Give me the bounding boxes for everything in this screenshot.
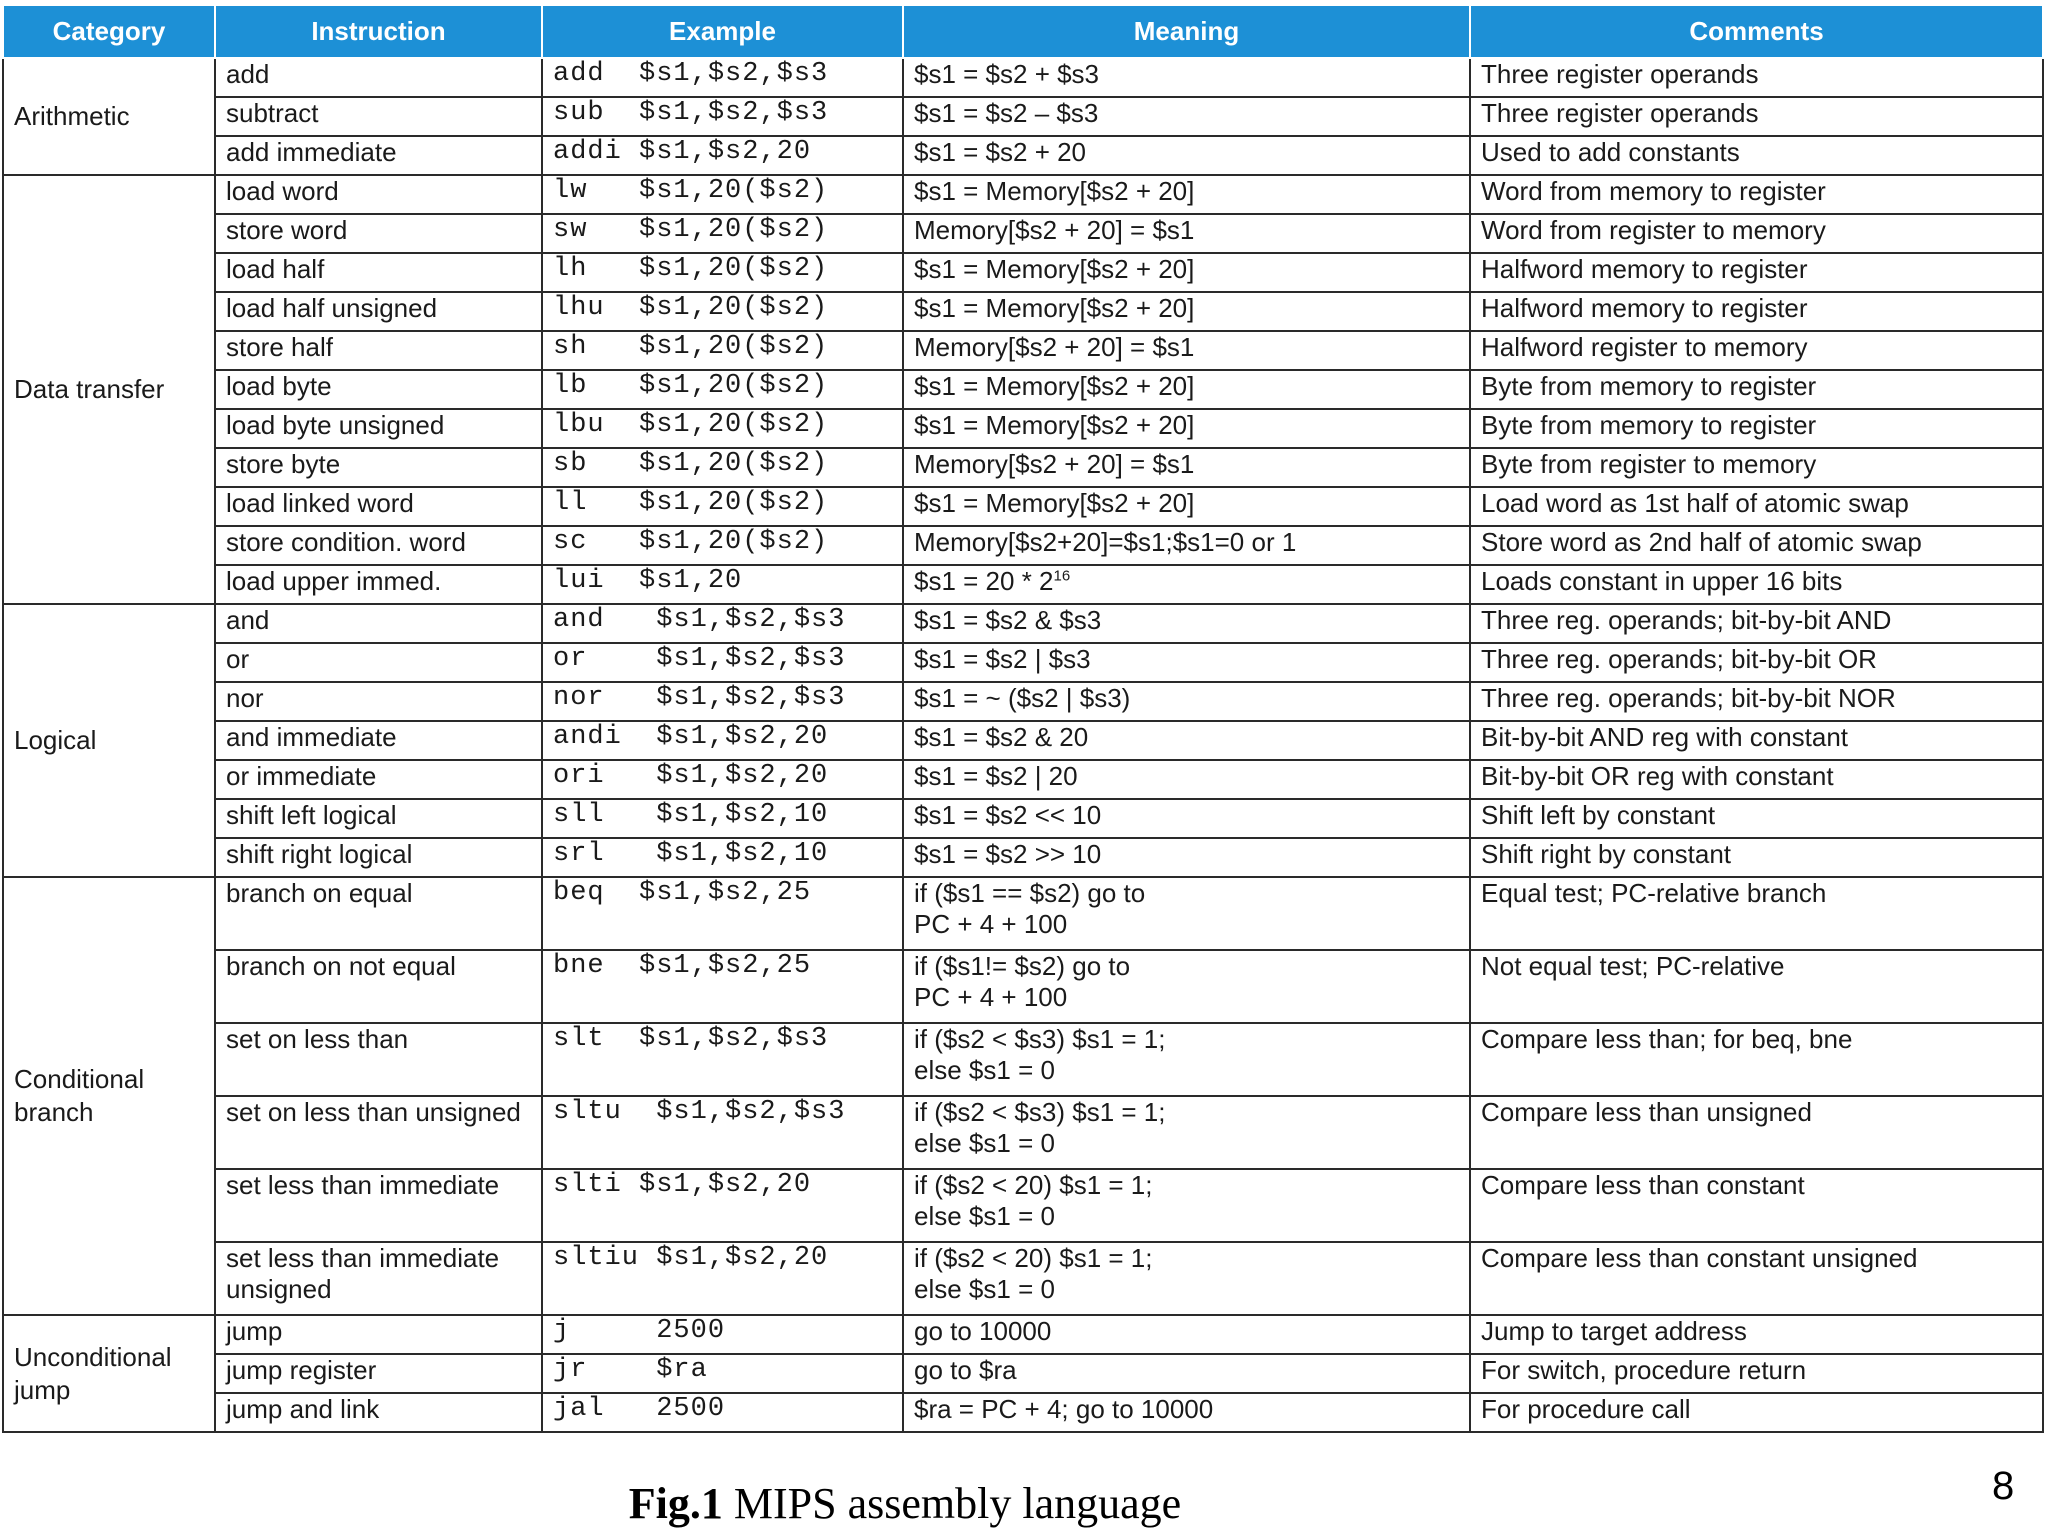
- instruction-text: load upper immed.: [226, 566, 442, 596]
- example-text: sub $s1,$s2,$s3: [553, 98, 829, 128]
- comment-text: Load word as 1st half of atomic swap: [1481, 488, 1909, 518]
- instruction-text: shift left logical: [226, 800, 397, 830]
- table-row: [3, 487, 2043, 526]
- table-row: [3, 253, 2043, 292]
- instruction-text: or: [226, 644, 250, 674]
- instruction-cell: [215, 526, 542, 565]
- comment-text: Three register operands: [1481, 59, 1759, 89]
- instruction-text: store word: [226, 215, 348, 245]
- instruction-cell: [215, 799, 542, 838]
- table-row: [3, 682, 2043, 721]
- example-text: sh $s1,20($s2): [553, 332, 829, 362]
- meaning-cell: [903, 292, 1470, 331]
- comment-cell: [1470, 136, 2043, 175]
- instruction-text: set less than immediate: [226, 1170, 500, 1200]
- example-cell: [542, 877, 903, 950]
- example-cell: [542, 1242, 903, 1315]
- example-cell: [542, 682, 903, 721]
- meaning-cell: [903, 175, 1470, 214]
- figure-caption: [0, 1478, 1810, 1529]
- instruction-text: set on less than unsigned: [226, 1097, 521, 1127]
- meaning-cell: [903, 136, 1470, 175]
- instruction-text: store condition. word: [226, 527, 466, 557]
- table-row: [3, 214, 2043, 253]
- example-cell: [542, 292, 903, 331]
- instruction-text: branch on not equal: [226, 951, 456, 981]
- instruction-text: add immediate: [226, 137, 397, 167]
- comment-cell: [1470, 799, 2043, 838]
- example-cell: [542, 1315, 903, 1354]
- example-cell: [542, 526, 903, 565]
- comment-cell: [1470, 1096, 2043, 1169]
- meaning-cell: [903, 877, 1470, 950]
- meaning-text: $s1 = $s2 | 20: [914, 761, 1078, 791]
- meaning-text: Memory[$s2+20]=$s1;$s1=0 or 1: [914, 527, 1297, 557]
- meaning-text: if ($s2 < 20) $s1 = 1; else $s1 = 0: [914, 1243, 1153, 1304]
- table-row: [3, 643, 2043, 682]
- example-cell: [542, 487, 903, 526]
- instruction-cell: [215, 487, 542, 526]
- table-row: [3, 721, 2043, 760]
- meaning-cell: [903, 97, 1470, 136]
- example-cell: [542, 604, 903, 643]
- table-row: [3, 526, 2043, 565]
- comment-text: Three register operands: [1481, 98, 1759, 128]
- example-text: lui $s1,20: [553, 566, 743, 596]
- category-cell: Logical: [3, 604, 215, 877]
- meaning-text: Memory[$s2 + 20] = $s1: [914, 332, 1195, 362]
- example-text: ll $s1,20($s2): [553, 488, 829, 518]
- comment-cell: [1470, 950, 2043, 1023]
- instruction-cell: [215, 1315, 542, 1354]
- example-text: ori $s1,$s2,20: [553, 761, 829, 791]
- example-text: andi $s1,$s2,20: [553, 722, 829, 752]
- example-text: slti $s1,$s2,20: [553, 1170, 812, 1200]
- instruction-cell: [215, 604, 542, 643]
- meaning-text: $s1 = $s2 << 10: [914, 800, 1102, 830]
- instruction-cell: [215, 1096, 542, 1169]
- table-row: [3, 97, 2043, 136]
- example-cell: [542, 331, 903, 370]
- comment-cell: [1470, 877, 2043, 950]
- instruction-text: nor: [226, 683, 264, 713]
- table-row: [3, 1354, 2043, 1393]
- header-meaning: Meaning: [903, 5, 1470, 58]
- comment-text: Compare less than constant: [1481, 1170, 1805, 1200]
- category-cell: Data transfer: [3, 175, 215, 604]
- instruction-text: shift right logical: [226, 839, 413, 869]
- instruction-cell: [215, 1169, 542, 1242]
- instruction-cell: [215, 214, 542, 253]
- instruction-text: load byte: [226, 371, 332, 401]
- meaning-cell: [903, 682, 1470, 721]
- example-cell: [542, 1169, 903, 1242]
- example-text: lhu $s1,20($s2): [553, 293, 829, 323]
- example-cell: [542, 1354, 903, 1393]
- table-row: [3, 877, 2043, 950]
- header-instruction: Instruction: [215, 5, 542, 58]
- instruction-text: and immediate: [226, 722, 397, 752]
- meaning-text: $s1 = Memory[$s2 + 20]: [914, 488, 1195, 518]
- meaning-cell: [903, 331, 1470, 370]
- instruction-text: load half: [226, 254, 325, 284]
- table-row: [3, 1096, 2043, 1169]
- table-body: [3, 58, 2043, 1432]
- table-row: [3, 604, 2043, 643]
- example-text: jal 2500: [553, 1394, 726, 1424]
- example-cell: [542, 58, 903, 97]
- comment-cell: [1470, 721, 2043, 760]
- meaning-text: $s1 = ~ ($s2 | $s3): [914, 683, 1131, 713]
- example-text: lw $s1,20($s2): [553, 176, 829, 206]
- instruction-cell: [215, 877, 542, 950]
- instruction-cell: [215, 721, 542, 760]
- instruction-cell: [215, 97, 542, 136]
- example-text: bne $s1,$s2,25: [553, 951, 812, 981]
- instruction-cell: [215, 331, 542, 370]
- header-comments: Comments: [1470, 5, 2043, 58]
- example-text: lh $s1,20($s2): [553, 254, 829, 284]
- instruction-cell: [215, 58, 542, 97]
- instruction-cell: [215, 448, 542, 487]
- instruction-cell: [215, 292, 542, 331]
- comment-text: Equal test; PC-relative branch: [1481, 878, 1827, 908]
- comment-cell: [1470, 838, 2043, 877]
- meaning-cell: [903, 760, 1470, 799]
- meaning-text: Memory[$s2 + 20] = $s1: [914, 449, 1195, 479]
- comment-text: Halfword memory to register: [1481, 254, 1808, 284]
- meaning-text: if ($s1!= $s2) go to PC + 4 + 100: [914, 951, 1131, 1012]
- instruction-text: store byte: [226, 449, 341, 479]
- meaning-cell: [903, 565, 1470, 604]
- meaning-text: if ($s2 < $s3) $s1 = 1; else $s1 = 0: [914, 1097, 1166, 1158]
- example-cell: [542, 760, 903, 799]
- meaning-text: go to $ra: [914, 1355, 1017, 1385]
- comment-cell: [1470, 370, 2043, 409]
- table-row: [3, 1315, 2043, 1354]
- instruction-cell: [215, 253, 542, 292]
- comment-cell: [1470, 58, 2043, 97]
- meaning-cell: [903, 214, 1470, 253]
- example-cell: [542, 97, 903, 136]
- meaning-cell: [903, 253, 1470, 292]
- comment-cell: [1470, 292, 2043, 331]
- comment-cell: [1470, 604, 2043, 643]
- comment-cell: [1470, 175, 2043, 214]
- meaning-cell: [903, 838, 1470, 877]
- comment-text: Not equal test; PC-relative: [1481, 951, 1785, 981]
- comment-text: Used to add constants: [1481, 137, 1740, 167]
- meaning-cell: [903, 721, 1470, 760]
- comment-text: Compare less than unsigned: [1481, 1097, 1812, 1127]
- table-row: [3, 331, 2043, 370]
- meaning-cell: [903, 409, 1470, 448]
- example-cell: [542, 1096, 903, 1169]
- comment-cell: [1470, 526, 2043, 565]
- example-cell: [542, 721, 903, 760]
- caption-label: Fig.1: [628, 1479, 723, 1528]
- instruction-text: and: [226, 605, 270, 635]
- header-example: Example: [542, 5, 903, 58]
- table-row: [3, 760, 2043, 799]
- meaning-text: $s1 = $s2 – $s3: [914, 98, 1099, 128]
- example-cell: [542, 370, 903, 409]
- example-cell: [542, 565, 903, 604]
- meaning-text: if ($s1 == $s2) go to PC + 4 + 100: [914, 878, 1146, 939]
- comment-text: Three reg. operands; bit-by-bit OR: [1481, 644, 1877, 674]
- example-cell: [542, 214, 903, 253]
- meaning-text: if ($s2 < $s3) $s1 = 1; else $s1 = 0: [914, 1024, 1166, 1085]
- header-category: Category: [3, 5, 215, 58]
- table-row: [3, 58, 2043, 97]
- instruction-cell: [215, 950, 542, 1023]
- example-text: sc $s1,20($s2): [553, 527, 829, 557]
- table-row: [3, 799, 2043, 838]
- example-text: sw $s1,20($s2): [553, 215, 829, 245]
- instruction-cell: [215, 136, 542, 175]
- comment-text: Compare less than; for beq, bne: [1481, 1024, 1853, 1054]
- example-cell: [542, 643, 903, 682]
- instruction-cell: [215, 1242, 542, 1315]
- example-cell: [542, 1393, 903, 1432]
- example-text: and $s1,$s2,$s3: [553, 605, 846, 635]
- comment-cell: [1470, 253, 2043, 292]
- table-row: [3, 370, 2043, 409]
- meaning-cell: [903, 1023, 1470, 1096]
- meaning-cell: [903, 1169, 1470, 1242]
- comment-text: Bit-by-bit AND reg with constant: [1481, 722, 1849, 752]
- instruction-text: load linked word: [226, 488, 414, 518]
- example-text: jr $ra: [553, 1355, 708, 1385]
- comment-cell: [1470, 409, 2043, 448]
- table-row: [3, 292, 2043, 331]
- instruction-text: add: [226, 59, 270, 89]
- instruction-text: load half unsigned: [226, 293, 438, 323]
- example-cell: [542, 838, 903, 877]
- meaning-cell: [903, 1393, 1470, 1432]
- comment-cell: [1470, 1023, 2043, 1096]
- instruction-text: store half: [226, 332, 333, 362]
- example-text: or $s1,$s2,$s3: [553, 644, 846, 674]
- meaning-text: $s1 = Memory[$s2 + 20]: [914, 254, 1195, 284]
- instruction-text: set on less than: [226, 1024, 409, 1054]
- instruction-text: or immediate: [226, 761, 377, 791]
- example-cell: [542, 253, 903, 292]
- comment-cell: [1470, 760, 2043, 799]
- instruction-text: jump: [226, 1316, 283, 1346]
- table-row: [3, 1023, 2043, 1096]
- meaning-cell: [903, 799, 1470, 838]
- comment-text: For switch, procedure return: [1481, 1355, 1807, 1385]
- table-row: [3, 1393, 2043, 1432]
- example-text: sltiu $s1,$s2,20: [553, 1243, 829, 1273]
- comment-text: Shift left by constant: [1481, 800, 1716, 830]
- comment-text: Loads constant in upper 16 bits: [1481, 566, 1843, 596]
- table-row: [3, 136, 2043, 175]
- comment-text: Byte from register to memory: [1481, 449, 1817, 479]
- meaning-text: Memory[$s2 + 20] = $s1: [914, 215, 1195, 245]
- comment-cell: [1470, 331, 2043, 370]
- example-text: beq $s1,$s2,25: [553, 878, 812, 908]
- example-cell: [542, 175, 903, 214]
- category-cell: Conditional branch: [3, 877, 215, 1315]
- example-text: sb $s1,20($s2): [553, 449, 829, 479]
- comment-text: Jump to target address: [1481, 1316, 1747, 1346]
- meaning-text: $s1 = $s2 | $s3: [914, 644, 1091, 674]
- category-cell: Unconditional jump: [3, 1315, 215, 1432]
- meaning-cell: [903, 526, 1470, 565]
- meaning-cell: [903, 1354, 1470, 1393]
- instruction-text: jump and link: [226, 1394, 380, 1424]
- meaning-text: $s1 = $s2 & $s3: [914, 605, 1102, 635]
- table-row: [3, 1242, 2043, 1315]
- meaning-text: $s1 = Memory[$s2 + 20]: [914, 176, 1195, 206]
- instruction-cell: [215, 565, 542, 604]
- meaning-text: go to 10000: [914, 1316, 1052, 1346]
- meaning-cell: [903, 604, 1470, 643]
- comment-text: Byte from memory to register: [1481, 371, 1817, 401]
- meaning-cell: [903, 58, 1470, 97]
- comment-cell: [1470, 1354, 2043, 1393]
- caption-text: MIPS assembly language: [722, 1479, 1182, 1528]
- comment-text: Three reg. operands; bit-by-bit NOR: [1481, 683, 1896, 713]
- meaning-cell: [903, 1242, 1470, 1315]
- table-row: [3, 448, 2043, 487]
- table-row: [3, 175, 2043, 214]
- table-row: [3, 409, 2043, 448]
- comment-text: Word from memory to register: [1481, 176, 1826, 206]
- instruction-text: set less than immediate unsigned: [226, 1243, 500, 1304]
- example-text: j 2500: [553, 1316, 726, 1346]
- instruction-text: branch on equal: [226, 878, 413, 908]
- meaning-text: $s1 = $s2 + $s3: [914, 59, 1100, 89]
- instruction-cell: [215, 760, 542, 799]
- example-cell: [542, 1023, 903, 1096]
- comment-cell: [1470, 97, 2043, 136]
- instruction-cell: [215, 838, 542, 877]
- meaning-cell: [903, 1315, 1470, 1354]
- comment-cell: [1470, 1315, 2043, 1354]
- meaning-superscript: 16: [1053, 567, 1071, 585]
- meaning-text: $s1 = 20 * 2: [914, 566, 1054, 596]
- example-cell: [542, 950, 903, 1023]
- comment-text: Word from register to memory: [1481, 215, 1826, 245]
- example-cell: [542, 409, 903, 448]
- instruction-text: jump register: [226, 1355, 377, 1385]
- meaning-cell: [903, 487, 1470, 526]
- meaning-text: $s1 = Memory[$s2 + 20]: [914, 410, 1195, 440]
- instruction-cell: [215, 1354, 542, 1393]
- meaning-text: if ($s2 < 20) $s1 = 1; else $s1 = 0: [914, 1170, 1153, 1231]
- example-cell: [542, 136, 903, 175]
- instruction-cell: [215, 643, 542, 682]
- meaning-text: $s1 = Memory[$s2 + 20]: [914, 371, 1195, 401]
- meaning-cell: [903, 950, 1470, 1023]
- example-cell: [542, 799, 903, 838]
- page-number: 8: [1992, 1464, 2015, 1508]
- example-text: sltu $s1,$s2,$s3: [553, 1097, 846, 1127]
- comment-text: Compare less than constant unsigned: [1481, 1243, 1918, 1273]
- comment-text: Store word as 2nd half of atomic swap: [1481, 527, 1922, 557]
- mips-instruction-table: [2, 4, 2044, 1433]
- comment-text: Bit-by-bit OR reg with constant: [1481, 761, 1834, 791]
- category-cell: Arithmetic: [3, 58, 215, 175]
- example-text: addi $s1,$s2,20: [553, 137, 812, 167]
- example-text: lbu $s1,20($s2): [553, 410, 829, 440]
- meaning-cell: [903, 370, 1470, 409]
- comment-text: Byte from memory to register: [1481, 410, 1817, 440]
- comment-cell: [1470, 1169, 2043, 1242]
- meaning-cell: [903, 1096, 1470, 1169]
- instruction-cell: [215, 682, 542, 721]
- comment-text: Shift right by constant: [1481, 839, 1732, 869]
- comment-cell: [1470, 682, 2043, 721]
- table-row: [3, 1169, 2043, 1242]
- instruction-cell: [215, 409, 542, 448]
- example-text: sll $s1,$s2,10: [553, 800, 829, 830]
- comment-cell: [1470, 448, 2043, 487]
- meaning-cell: [903, 448, 1470, 487]
- comment-text: Three reg. operands; bit-by-bit AND: [1481, 605, 1892, 635]
- instruction-text: load word: [226, 176, 339, 206]
- instruction-cell: [215, 370, 542, 409]
- comment-cell: [1470, 643, 2043, 682]
- meaning-text: $s1 = $s2 + 20: [914, 137, 1087, 167]
- comment-cell: [1470, 214, 2043, 253]
- example-text: lb $s1,20($s2): [553, 371, 829, 401]
- instruction-cell: [215, 1023, 542, 1096]
- table-header-row: [3, 5, 2043, 58]
- meaning-text: $s1 = $s2 & 20: [914, 722, 1089, 752]
- example-cell: [542, 448, 903, 487]
- comment-cell: [1470, 1242, 2043, 1315]
- example-text: nor $s1,$s2,$s3: [553, 683, 846, 713]
- meaning-cell: [903, 643, 1470, 682]
- instruction-cell: [215, 1393, 542, 1432]
- meaning-text: $s1 = $s2 >> 10: [914, 839, 1102, 869]
- comment-cell: [1470, 487, 2043, 526]
- instruction-text: subtract: [226, 98, 319, 128]
- table-row: [3, 838, 2043, 877]
- comment-text: Halfword memory to register: [1481, 293, 1808, 323]
- table-row: [3, 950, 2043, 1023]
- table-row: [3, 565, 2043, 604]
- instruction-cell: [215, 175, 542, 214]
- comment-text: Halfword register to memory: [1481, 332, 1808, 362]
- comment-cell: [1470, 1393, 2043, 1432]
- meaning-text: $s1 = Memory[$s2 + 20]: [914, 293, 1195, 323]
- comment-cell: [1470, 565, 2043, 604]
- meaning-text: $ra = PC + 4; go to 10000: [914, 1394, 1214, 1424]
- example-text: add $s1,$s2,$s3: [553, 59, 829, 89]
- comment-text: For procedure call: [1481, 1394, 1691, 1424]
- instruction-text: load byte unsigned: [226, 410, 445, 440]
- example-text: srl $s1,$s2,10: [553, 839, 829, 869]
- example-text: slt $s1,$s2,$s3: [553, 1024, 829, 1054]
